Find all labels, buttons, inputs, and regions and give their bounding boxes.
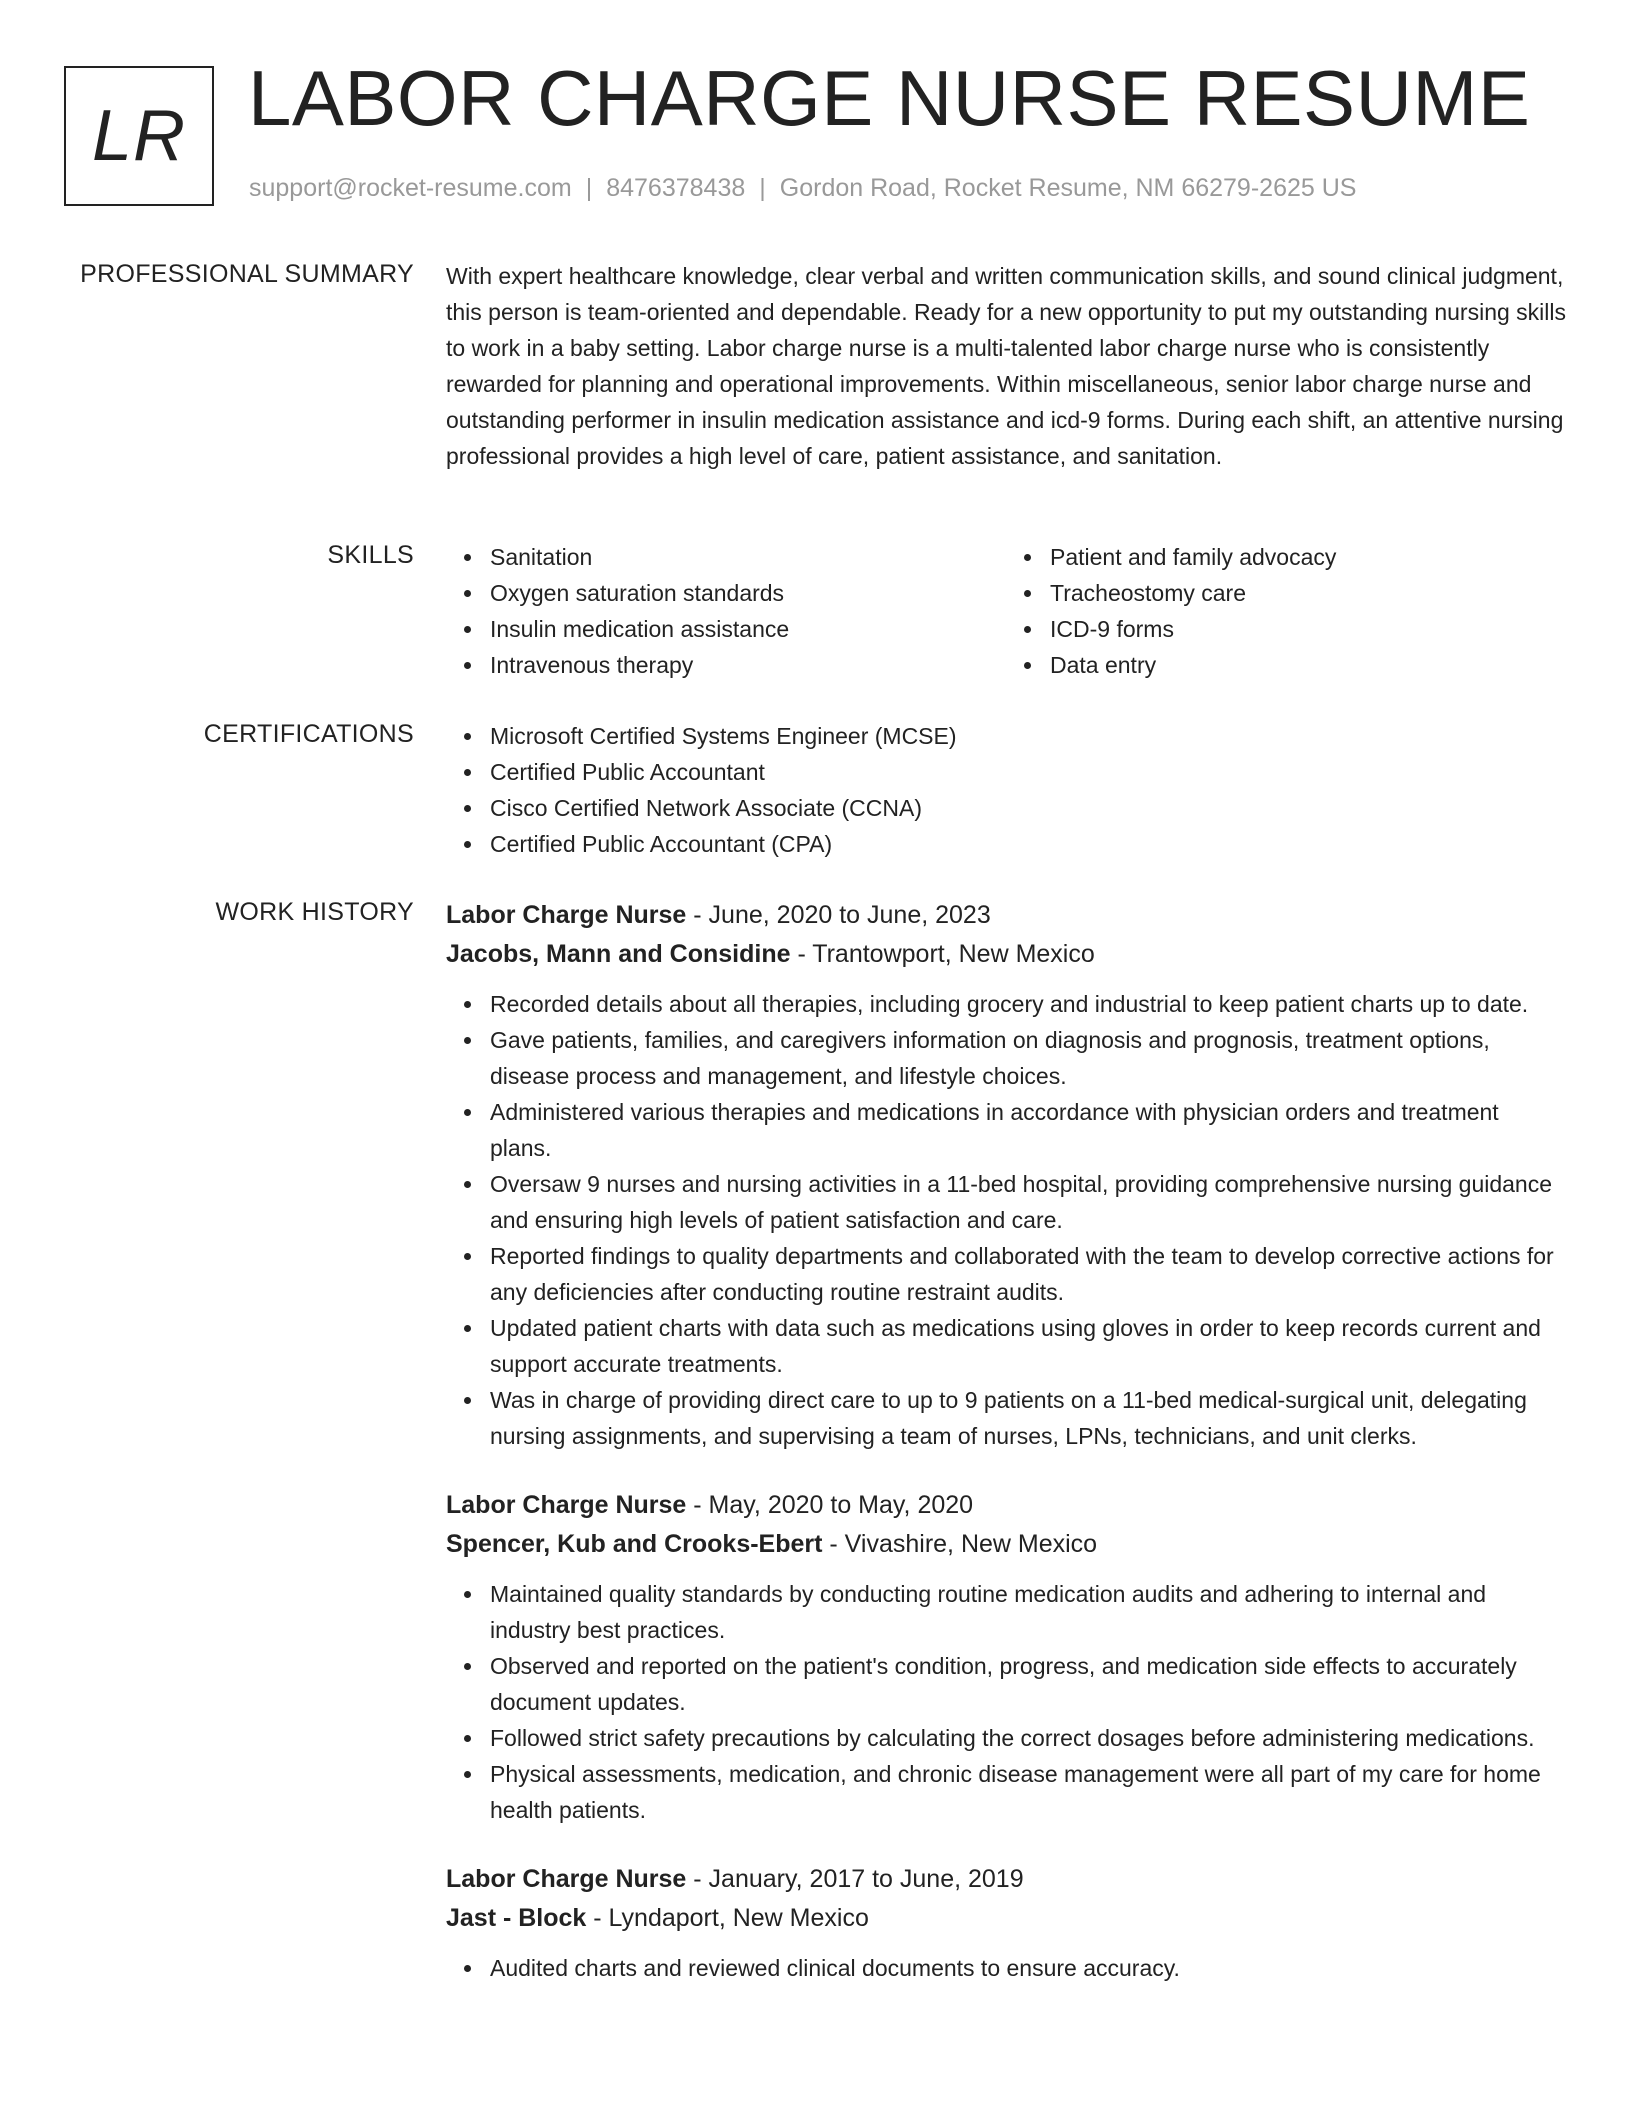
job-bullet: Administered various therapies and medications in accordance with physician orders and treatment plans. xyxy=(490,1094,1566,1166)
job-company: Spencer, Kub and Crooks-Ebert xyxy=(446,1530,823,1558)
certifications-body xyxy=(446,718,1566,862)
contact-line xyxy=(249,174,1356,203)
section-label-certifications: CERTIFICATIONS xyxy=(203,720,414,748)
skills-grid xyxy=(446,539,1566,683)
job-title: Labor Charge Nurse xyxy=(446,901,687,929)
job-location: - Trantowport, New Mexico xyxy=(790,940,1095,968)
job-title-line xyxy=(446,1486,1566,1525)
job-title-line xyxy=(446,1860,1566,1899)
job-title: Labor Charge Nurse xyxy=(446,1865,687,1893)
contact-email[interactable]: support@rocket-resume.com xyxy=(249,174,572,202)
contact-address: Gordon Road, Rocket Resume, NM 66279-2625 US xyxy=(779,174,1357,202)
certifications-list xyxy=(446,718,1566,862)
job-bullet: Updated patient charts with data such as medications using gloves in order to keep records current and support accurate treatments. xyxy=(490,1310,1566,1382)
job-title: Labor Charge Nurse xyxy=(446,1491,687,1519)
job-bullets xyxy=(446,1950,1566,1986)
monogram-initials: LR xyxy=(91,96,187,176)
job-bullet: Reported findings to quality departments and collaborated with the team to develop corrective actions for any deficiencies after conducting routine restraint audits. xyxy=(490,1238,1566,1310)
skill-item: Sanitation xyxy=(490,539,1006,575)
work-history-body xyxy=(446,896,1566,2018)
job-dates: - June, 2020 to June, 2023 xyxy=(686,901,991,929)
job-location: - Lyndaport, New Mexico xyxy=(586,1904,869,1932)
skill-item: Patient and family advocacy xyxy=(1050,539,1566,575)
section-label-work: WORK HISTORY xyxy=(215,898,414,926)
summary-text: With expert healthcare knowledge, clear verbal and written communication skills, and sound clinical judgment, this person is team-oriented and dependable. Ready for a new opportunity to put my outstanding nursing skills to work in a baby setting. Labor charge nurse is a multi-talented labor charge nurse who is consistently rewarded for planning and operational improvements. Within miscellaneous, senior labor charge nurse and outstanding performer in insulin medication assistance and icd-9 forms. During each shift, an attentive nursing professional provides a high level of care, patient assistance, and sanitation. xyxy=(446,263,1566,469)
resume-title: LABOR CHARGE NURSE RESUME xyxy=(248,54,1531,142)
job-company-line xyxy=(446,1899,1566,1938)
job-dates: - May, 2020 to May, 2020 xyxy=(686,1491,974,1519)
job-entry xyxy=(446,896,1566,1454)
section-label-skills: SKILLS xyxy=(327,541,414,569)
skills-list-right xyxy=(1006,539,1566,683)
job-location: - Vivashire, New Mexico xyxy=(822,1530,1098,1558)
job-title-line xyxy=(446,896,1566,935)
job-bullet: Maintained quality standards by conducting routine medication audits and adhering to internal and industry best practices. xyxy=(490,1576,1566,1648)
skill-item: Tracheostomy care xyxy=(1050,575,1566,611)
contact-separator: | xyxy=(585,174,593,202)
job-bullet: Physical assessments, medication, and chronic disease management were all part of my care for home health patients. xyxy=(490,1756,1566,1828)
job-bullet: Observed and reported on the patient's condition, progress, and medication side effects to accurately document updates. xyxy=(490,1648,1566,1720)
certification-item: Certified Public Accountant (CPA) xyxy=(490,826,1566,862)
certification-item: Certified Public Accountant xyxy=(490,754,1566,790)
job-company-line xyxy=(446,1525,1566,1564)
job-entry xyxy=(446,1860,1566,1986)
job-company: Jacobs, Mann and Considine xyxy=(446,940,791,968)
section-label-summary: PROFESSIONAL SUMMARY xyxy=(80,260,414,288)
job-bullet: Gave patients, families, and caregivers information on diagnosis and prognosis, treatment options, disease process and management, and lifestyle choices. xyxy=(490,1022,1566,1094)
skill-item: Insulin medication assistance xyxy=(490,611,1006,647)
contact-separator: | xyxy=(759,174,766,202)
job-entry xyxy=(446,1486,1566,1828)
skills-body xyxy=(446,539,1566,683)
job-bullet: Oversaw 9 nurses and nursing activities in a 11-bed hospital, providing comprehensive nursing guidance and ensuring high levels of patient satisfaction and care. xyxy=(490,1166,1566,1238)
job-company-line xyxy=(446,935,1566,974)
skills-list-left xyxy=(446,539,1006,683)
certification-item: Cisco Certified Network Associate (CCNA) xyxy=(490,790,1566,826)
certification-item: Microsoft Certified Systems Engineer (MCSE) xyxy=(490,718,1566,754)
monogram-box xyxy=(64,66,214,206)
job-bullet: Recorded details about all therapies, including grocery and industrial to keep patient charts up to date. xyxy=(490,986,1566,1022)
skill-item: ICD-9 forms xyxy=(1050,611,1566,647)
job-bullet: Was in charge of providing direct care to up to 9 patients on a 11-bed medical-surgical unit, delegating nursing assignments, and supervising a team of nurses, LPNs, technicians, and unit clerks. xyxy=(490,1382,1566,1454)
job-bullet: Followed strict safety precautions by calculating the correct dosages before administering medications. xyxy=(490,1720,1566,1756)
job-company: Jast - Block xyxy=(446,1904,587,1932)
job-bullet: Audited charts and reviewed clinical documents to ensure accuracy. xyxy=(490,1950,1566,1986)
job-dates: - January, 2017 to June, 2019 xyxy=(686,1865,1024,1893)
skill-item: Intravenous therapy xyxy=(490,647,1006,683)
skill-item: Data entry xyxy=(1050,647,1566,683)
contact-phone[interactable]: 8476378438 xyxy=(606,174,746,202)
skill-item: Oxygen saturation standards xyxy=(490,575,1006,611)
job-bullets xyxy=(446,986,1566,1454)
job-bullets xyxy=(446,1576,1566,1828)
